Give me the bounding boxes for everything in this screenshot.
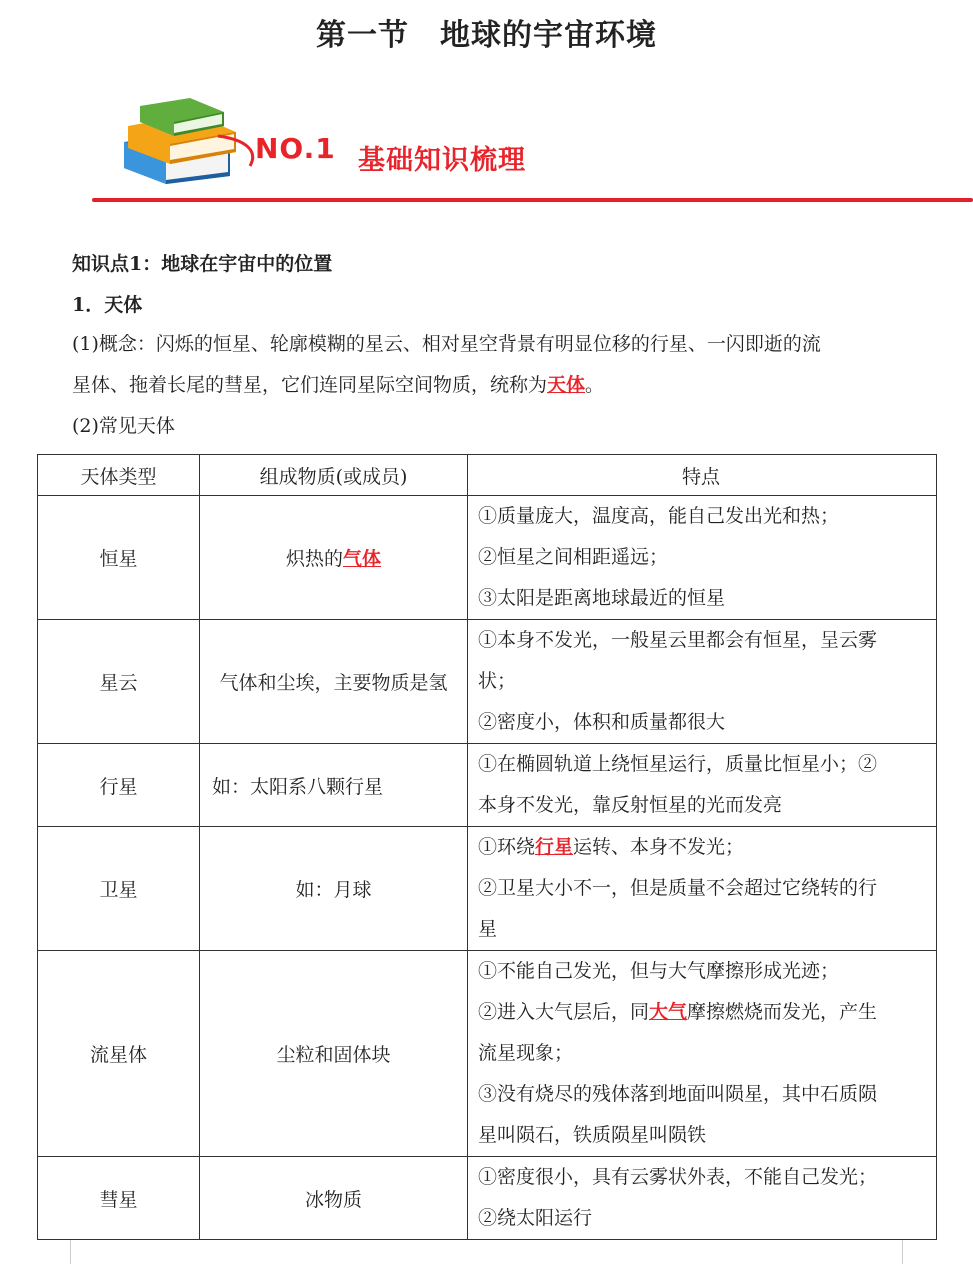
type-cell: 彗星 [38,1157,200,1240]
material-cell: 如：太阳系八颗行星 [200,744,468,827]
feature-line: ②恒星之间相距遥远； [478,546,669,568]
features-cell [468,1157,937,1240]
celestial-bodies-table [37,454,937,1240]
concept-highlight: 天体 [547,374,586,396]
table-row [38,744,937,827]
page-edge-mark [70,1240,71,1264]
feature-line: 星叫陨石，铁质陨星叫陨铁 [478,1124,707,1146]
table-header-row [38,455,937,496]
type-cell: 行星 [38,744,200,827]
feature-line: 本身不发光，靠反射恒星的光而发亮 [478,794,783,816]
material-cell: 冰物质 [200,1157,468,1240]
feature-text: ②进入大气层后，同 [478,1001,650,1023]
sub-title: 1．天体 [72,294,143,316]
feature-line: ①不能自己发光，但与大气摩擦形成光迹； [478,960,840,982]
page-title: 第一节 地球的宇宙环境 [316,18,657,53]
page-edge-mark [902,1240,903,1264]
feature-text: 运转、本身不发光； [573,836,745,858]
table-row [38,951,937,1157]
feature-highlight: 行星 [535,836,574,858]
table-row [38,827,937,951]
header-features: 特点 [468,455,937,496]
material-cell: 如：月球 [200,827,468,951]
type-cell: 流星体 [38,951,200,1157]
feature-highlight: 大气 [649,1001,688,1023]
feature-line: 星 [478,918,498,940]
features-cell [468,620,937,744]
table-row [38,620,937,744]
feature-line [478,827,924,868]
concept-line-2 [72,365,912,406]
feature-line: 状； [478,670,517,692]
feature-line [478,992,924,1033]
material-cell: 气体和尘埃，主要物质是氢 [200,620,468,744]
feature-line: ①质量庞大，温度高，能自己发出光和热； [478,505,840,527]
feature-line: ①在椭圆轨道上绕恒星运行，质量比恒星小；② [478,753,878,775]
knowledge-point-title: 知识点1：地球在宇宙中的位置 [72,253,333,275]
section-divider [92,198,973,202]
features-cell [468,951,937,1157]
header-material: 组成物质(或成员) [200,455,468,496]
banner-heading: 基础知识梳理 [358,145,526,176]
material-cell: 尘粒和固体块 [200,951,468,1157]
type-cell: 卫星 [38,827,200,951]
features-cell [468,496,937,620]
concept-text: 星体、拖着长尾的彗星，它们连同星际空间物质，统称为 [72,374,548,396]
material-cell [200,496,468,620]
feature-line: ②密度小，体积和质量都很大 [478,711,726,733]
table-row [38,1157,937,1240]
type-cell: 星云 [38,620,200,744]
banner-number: NO.1 [255,132,336,165]
feature-line: ③没有烧尽的残体落到地面叫陨星，其中石质陨 [478,1083,878,1105]
header-type: 天体类型 [38,455,200,496]
material-highlight: 气体 [343,548,382,570]
feature-line: ②卫星大小不一，但是质量不会超过它绕转的行 [478,877,878,899]
features-cell [468,827,937,951]
material-text: 炽热的 [285,548,343,570]
feature-line: ①本身不发光，一般星云里都会有恒星，呈云雾 [478,629,878,651]
concept-line-1: (1)概念：闪烁的恒星、轮廓模糊的星云、相对星空背景有明显位移的行星、一闪即逝的流 [72,333,821,355]
feature-line: 流星现象； [478,1042,574,1064]
feature-line: ①密度很小，具有云雾状外表，不能自己发光； [478,1166,878,1188]
feature-text: ①环绕 [478,836,536,858]
features-cell [468,744,937,827]
feature-line: ②绕太阳运行 [478,1207,593,1229]
common-bodies-title: (2)常见天体 [72,415,175,437]
feature-line: ③太阳是距离地球最近的恒星 [478,587,726,609]
concept-paragraph [72,324,912,406]
feature-text: 摩擦燃烧而发光，产生 [687,1001,878,1023]
concept-end: 。 [585,374,605,396]
table-row [38,496,937,620]
type-cell: 恒星 [38,496,200,620]
